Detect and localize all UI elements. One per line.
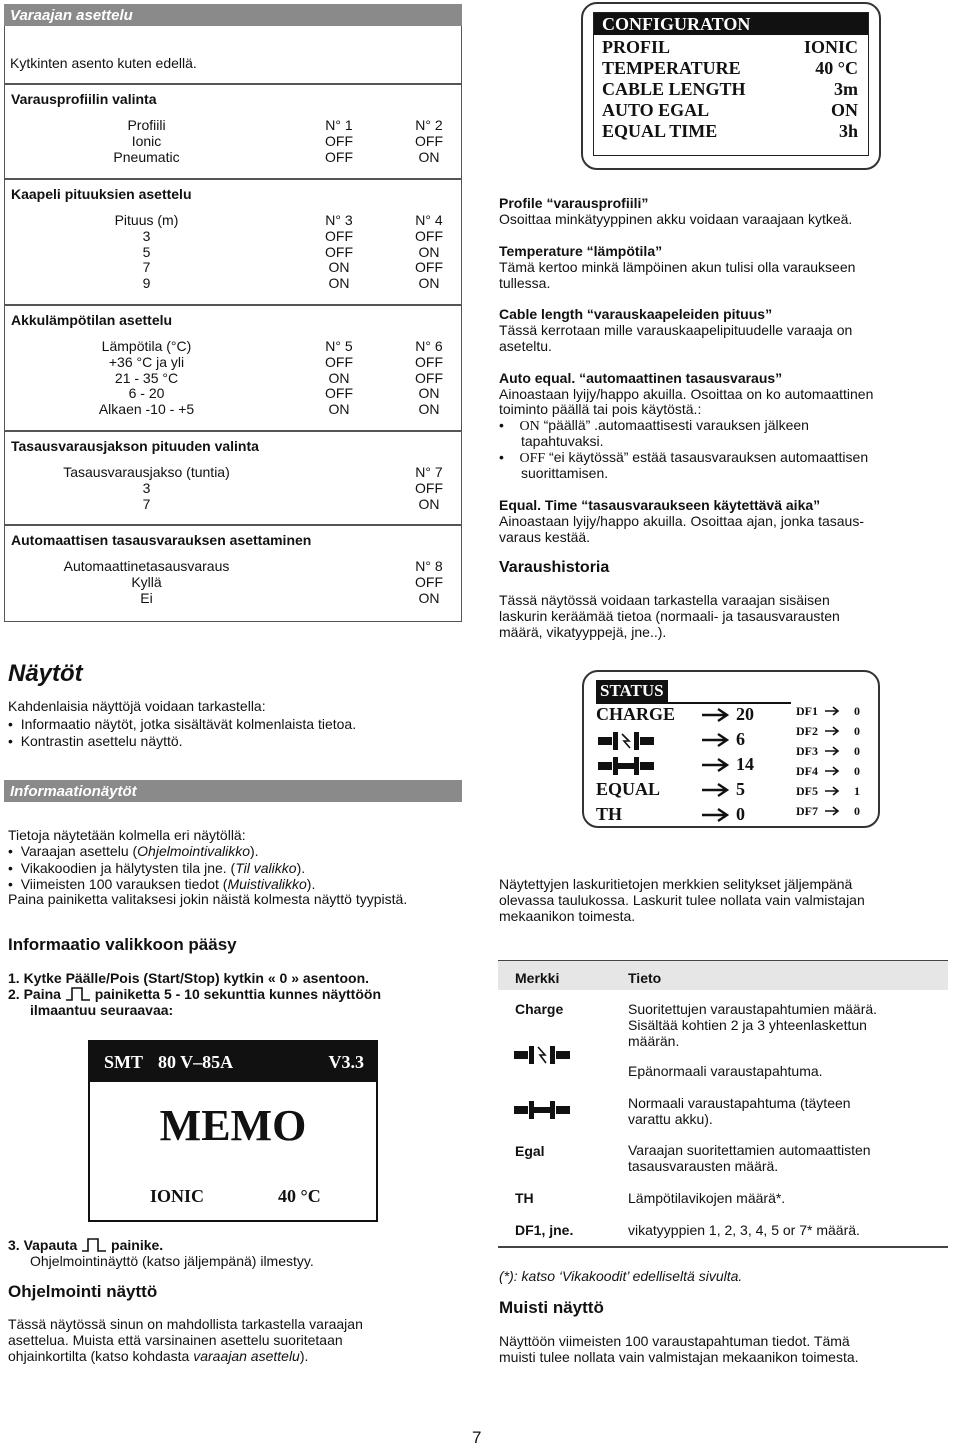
switch-value: OFF <box>415 573 443 590</box>
arrow-icon <box>824 806 840 816</box>
config-key: PROFIL <box>602 37 671 57</box>
setting-label: Automaattinetasausvaraus <box>63 558 230 574</box>
df-value: 0 <box>854 744 860 758</box>
switch-value: N° 4 <box>415 212 443 228</box>
arrow-icon <box>700 707 730 723</box>
prog-title: Ohjelmointi näyttö <box>8 1282 158 1301</box>
switch-value: N° 1 <box>325 117 353 133</box>
counter-text-2: olevassa taulukossa. Laskurit tulee nollata vain valmistajan <box>499 892 865 908</box>
naytot-title: Näytöt <box>8 660 83 687</box>
df-row <box>796 724 866 742</box>
info-after: Paina painiketta valitaksesi jokin näistä kolmesta näyttö tyypistä. <box>8 891 408 907</box>
config-key: TEMPERATURE <box>602 58 741 78</box>
status-row <box>596 704 796 728</box>
profile-text: Osoittaa minkätyyppinen akku voidaan varaajaan kytkeä. <box>499 211 853 227</box>
naytot-intro: Kahdenlaisia näyttöjä voidaan tarkastella: <box>8 698 266 714</box>
config-value: ON <box>831 100 858 120</box>
switch-value: ON <box>418 243 440 260</box>
section-title: Kaapeli pituuksien asettelu <box>4 178 462 200</box>
df-label: DF4 <box>796 764 818 778</box>
legend-header-merkki: Merkki <box>515 970 560 986</box>
history-heading: Varaushistoria <box>499 559 610 576</box>
setting-label: 7 <box>142 259 151 276</box>
auto-bullet-on: • ON “päällä” .automaattisesti varauksen jälkeen <box>499 417 809 434</box>
switch-value: N° 5 <box>325 338 353 354</box>
df-label: DF3 <box>796 744 818 758</box>
status-label: EQUAL <box>596 779 661 799</box>
df-value: 0 <box>854 724 860 738</box>
history-text-2: laskurin keräämää tietoa (normaali- ja tasausvarausten <box>499 608 840 624</box>
config-value: IONIC <box>803 37 858 57</box>
status-row <box>596 779 796 803</box>
history-text-1: Tässä näytössä voidaan tarkastella varaajan sisäisen <box>499 592 830 608</box>
df-label: DF2 <box>796 724 818 738</box>
legend-egal-text-1: Varaajan suoritettamien automaattisten <box>628 1142 871 1158</box>
config-key: EQUAL TIME <box>602 121 718 141</box>
lcd-profile: IONIC <box>150 1186 205 1206</box>
switch-value: OFF <box>325 132 353 149</box>
setting-label: Pneumatic <box>113 148 180 165</box>
section-title: Varausprofiilin valinta <box>4 83 462 105</box>
status-row <box>596 754 796 778</box>
switch-value: OFF <box>415 227 443 244</box>
step-2-cont: ilmaantuu seuraavaa: <box>30 1002 174 1018</box>
intro-text: Kytkinten asento kuten edellä. <box>10 55 197 71</box>
step-1: 1. Kytke Päälle/Pois (Start/Stop) kytkin « 0 » asentoon. <box>8 970 370 986</box>
auto-heading: Auto equal. “automaattinen tasausvaraus” <box>499 370 783 386</box>
info-bullet-3: • Viimeisten 100 varauksen tiedot (Muistivalikko). <box>8 876 316 892</box>
switch-value: N° 6 <box>415 338 443 354</box>
auto-text-1: Ainoastaan lyijy/happo akuilla. Osoittaa on ko automaattinen <box>499 386 874 402</box>
equal-text-2: varaus kestää. <box>499 529 591 545</box>
switch-value: N° 2 <box>415 117 443 133</box>
equal-text-1: Ainoastaan lyijy/happo akuilla. Osoittaa ajan, jonka tasaus- <box>499 513 864 529</box>
equal-heading: Equal. Time “tasausvaraukseen käytettävä aika” <box>499 497 821 513</box>
df-row <box>796 744 866 762</box>
legend-th-text: Lämpötilavikojen määrä*. <box>628 1190 786 1206</box>
df-value: 0 <box>854 764 860 778</box>
button-pulse-icon <box>81 1237 107 1253</box>
config-key: AUTO EGAL <box>602 100 710 120</box>
memo-lcd-screen <box>88 1040 378 1222</box>
auto-bullet-off-cont: suorittamisen. <box>521 465 609 481</box>
switch-value: N° 7 <box>415 464 443 480</box>
legend-table <box>498 960 948 990</box>
config-row <box>602 79 858 100</box>
switch-value: N° 8 <box>415 558 443 574</box>
access-title: Informaatio valikkoon pääsy <box>8 935 237 954</box>
df-label: DF5 <box>796 784 818 798</box>
switch-value: ON <box>418 401 440 418</box>
switch-value: ON <box>418 275 440 292</box>
arrow-icon <box>700 782 730 798</box>
setting-label: 3 <box>142 227 151 244</box>
cable-heading: Cable length “varauskaapeleiden pituus” <box>499 306 773 322</box>
auto-text-2: toiminto päällä tai pois käytöstä.: <box>499 401 702 417</box>
switch-value: ON <box>418 589 440 606</box>
setting-label: Kyllä <box>131 573 162 590</box>
switch-value: N° 3 <box>325 212 353 228</box>
switch-value: ON <box>418 385 440 402</box>
status-lcd <box>582 670 880 828</box>
auto-bullet-off: • OFF “ei käytössä” estää tasausvarauksen automaattisen <box>499 449 869 466</box>
switch-value: OFF <box>325 243 353 260</box>
legend-table-bottom-rule <box>498 1246 948 1248</box>
switch-value: ON <box>418 148 440 165</box>
arrow-icon <box>700 732 730 748</box>
step-3: 3. Vapauta painike. <box>8 1237 164 1253</box>
counter-text-1: Näytettyjen laskuritietojen merkkien selitykset jäljempänä <box>499 876 853 892</box>
switch-value: ON <box>328 259 350 276</box>
legend-normal-text-2: varattu akku). <box>628 1111 713 1127</box>
status-value: 14 <box>736 754 754 774</box>
setting-label: 7 <box>142 495 151 512</box>
status-value: 20 <box>736 704 754 724</box>
setting-label: Ei <box>140 589 153 606</box>
status-row <box>596 804 796 828</box>
status-row <box>596 729 796 753</box>
lcd-memo: MEMO <box>159 1101 307 1150</box>
page-number: 7 <box>472 1428 482 1447</box>
normal-charge-icon <box>512 1098 572 1122</box>
step-2: 2. Paina painiketta 5 - 10 sekunttia kunnes näyttöön <box>8 986 381 1002</box>
df-value: 0 <box>854 804 860 818</box>
config-row <box>602 100 858 121</box>
switch-value: ON <box>328 401 350 418</box>
legend-egal: Egal <box>515 1143 545 1159</box>
button-pulse-icon <box>65 986 91 1002</box>
step-3-cont: Ohjelmointinäyttö (katso jäljempänä) ilmestyy. <box>30 1253 314 1269</box>
status-value: 6 <box>736 729 745 749</box>
setting-label: 21 - 35 °C <box>114 369 179 386</box>
arrow-icon <box>700 757 730 773</box>
info-header: Informaationäytöt <box>4 780 462 802</box>
switch-value: OFF <box>415 259 443 276</box>
setting-label: 3 <box>142 479 151 496</box>
arrow-icon <box>824 766 840 776</box>
auto-bullet-on-cont: tapahtuvaksi. <box>521 433 604 449</box>
setting-label: Pituus (m) <box>114 212 179 228</box>
profile-heading: Profile “varausprofiili” <box>499 195 649 211</box>
config-value: 3h <box>838 121 858 141</box>
legend-charge-text-1: Suoritettujen varaustapahtumien määrä. <box>628 1001 878 1017</box>
df-row <box>796 704 866 722</box>
setting-label: Ionic <box>131 132 162 149</box>
switch-value: OFF <box>415 479 443 496</box>
switch-value: ON <box>328 369 350 386</box>
temp-heading: Temperature “lämpötila” <box>499 243 663 259</box>
config-value: 3m <box>834 79 858 99</box>
status-title: STATUS <box>596 680 668 702</box>
switch-value: OFF <box>415 353 443 370</box>
normal-charge-icon <box>596 756 658 776</box>
legend-df: DF1, jne. <box>515 1222 574 1238</box>
df-row <box>796 804 866 822</box>
arrow-icon <box>824 786 840 796</box>
switch-value: OFF <box>325 148 353 165</box>
setting-label: Profiili <box>127 117 166 133</box>
cable-text-1: Tässä kerrotaan mille varauskaapelipituudelle varaaja on <box>499 322 853 338</box>
config-row <box>602 58 858 79</box>
setting-label: Tasausvarausjakso (tuntia) <box>63 464 230 480</box>
config-lcd <box>581 2 881 170</box>
naytot-bullet-1: • Informaatio näytöt, jotka sisältävät kolmenlaista tietoa. <box>8 716 357 732</box>
setting-label: 5 <box>142 243 151 260</box>
arrow-icon <box>824 726 840 736</box>
section-header-varaajan-asettelu: Varaajan asettelu <box>4 4 462 26</box>
switch-value: OFF <box>325 353 353 370</box>
df-value: 0 <box>854 704 860 718</box>
abnormal-charge-icon <box>512 1043 572 1067</box>
info-intro: Tietoja näytetään kolmella eri näytöllä: <box>8 827 246 843</box>
config-value: 40 °C <box>815 58 858 78</box>
status-value: 0 <box>736 804 745 824</box>
lcd-model: SMT <box>104 1052 144 1072</box>
muisti-text-2: muisti tulee nollata vain valmistajan mekaanikon toimesta. <box>499 1349 859 1365</box>
setting-label: 6 - 20 <box>128 385 165 402</box>
info-bullet-1: • Varaajan asettelu (Ohjelmointivalikko). <box>8 843 259 859</box>
switch-value: OFF <box>325 227 353 244</box>
switch-value: OFF <box>325 385 353 402</box>
legend-charge-text-3: määrän. <box>628 1033 680 1049</box>
df-value: 1 <box>854 784 860 798</box>
config-row <box>602 121 858 142</box>
arrow-icon <box>700 807 730 823</box>
legend-charge: Charge <box>515 1001 564 1017</box>
temp-text-1: Tämä kertoo minkä lämpöinen akun tulisi olla varaukseen <box>499 259 856 275</box>
legend-df-text: vikatyyppien 1, 2, 3, 4, 5 or 7* määrä. <box>628 1222 860 1238</box>
prog-text-1: Tässä näytössä sinun on mahdollista tarkastella varaajan <box>8 1316 363 1332</box>
legend-charge-text-2: Sisältää kohtien 2 ja 3 yhteenlaskettun <box>628 1017 867 1033</box>
lcd-spec: 80 V–85A <box>158 1052 234 1072</box>
arrow-icon <box>824 746 840 756</box>
status-value: 5 <box>736 779 745 799</box>
section-title: Akkulämpötilan asettelu <box>4 304 462 326</box>
cable-text-2: aseteltu. <box>499 338 552 354</box>
config-key: CABLE LENGTH <box>602 79 746 99</box>
setting-label: Alkaen -10 - +5 <box>98 401 195 418</box>
history-text-3: määrä, vikatyyppejä, jne..). <box>499 624 667 640</box>
df-label: DF1 <box>796 704 818 718</box>
df-row <box>796 784 866 802</box>
info-bullet-2: • Vikakoodien ja hälytysten tila jne. (Til valikko). <box>8 860 306 876</box>
muisti-text-1: Näyttöön viimeisten 100 varaustapahtuman tiedot. Tämä <box>499 1333 850 1349</box>
legend-th: TH <box>515 1190 534 1206</box>
section-title: Automaattisen tasausvarauksen asettaminen <box>4 524 462 546</box>
naytot-bullet-2: • Kontrastin asettelu näyttö. <box>8 733 183 749</box>
counter-text-3: mekaanikon toimesta. <box>499 908 636 924</box>
df-row <box>796 764 866 782</box>
switch-value: OFF <box>415 132 443 149</box>
arrow-icon <box>824 706 840 716</box>
setting-label: Lämpötila (°C) <box>101 338 192 354</box>
legend-egal-text-2: tasausvarausten määrä. <box>628 1158 779 1174</box>
switch-value: ON <box>418 495 440 512</box>
setting-label: +36 °C ja yli <box>108 353 185 370</box>
prog-text-3: ohjainkortilta (katso kohdasta varaajan asettelu). <box>8 1348 309 1364</box>
footnote: (*): katso ‘Vikakoodit’ edelliseltä sivulta. <box>499 1268 743 1284</box>
config-title: CONFIGURATON <box>594 13 868 35</box>
status-label: TH <box>596 804 623 824</box>
muisti-heading: Muisti näyttö <box>499 1298 604 1317</box>
switch-value: ON <box>328 275 350 292</box>
abnormal-charge-icon <box>596 731 658 751</box>
df-label: DF7 <box>796 804 818 818</box>
lcd-version: V3.3 <box>328 1052 364 1072</box>
prog-text-2: asettelua. Muista että varsinainen asettelu suoritetaan <box>8 1332 343 1348</box>
temp-text-2: tullessa. <box>499 275 551 291</box>
setting-label: 9 <box>142 275 151 292</box>
lcd-temp: 40 °C <box>278 1186 321 1206</box>
legend-abnormal-text: Epänormaali varaustapahtuma. <box>628 1063 823 1079</box>
status-label: CHARGE <box>596 704 676 724</box>
legend-header-tieto: Tieto <box>628 970 662 986</box>
legend-normal-text-1: Normaali varaustapahtuma (täyteen <box>628 1095 851 1111</box>
switch-value: OFF <box>415 369 443 386</box>
section-title: Tasausvarausjakson pituuden valinta <box>4 430 462 452</box>
config-row <box>602 37 858 58</box>
